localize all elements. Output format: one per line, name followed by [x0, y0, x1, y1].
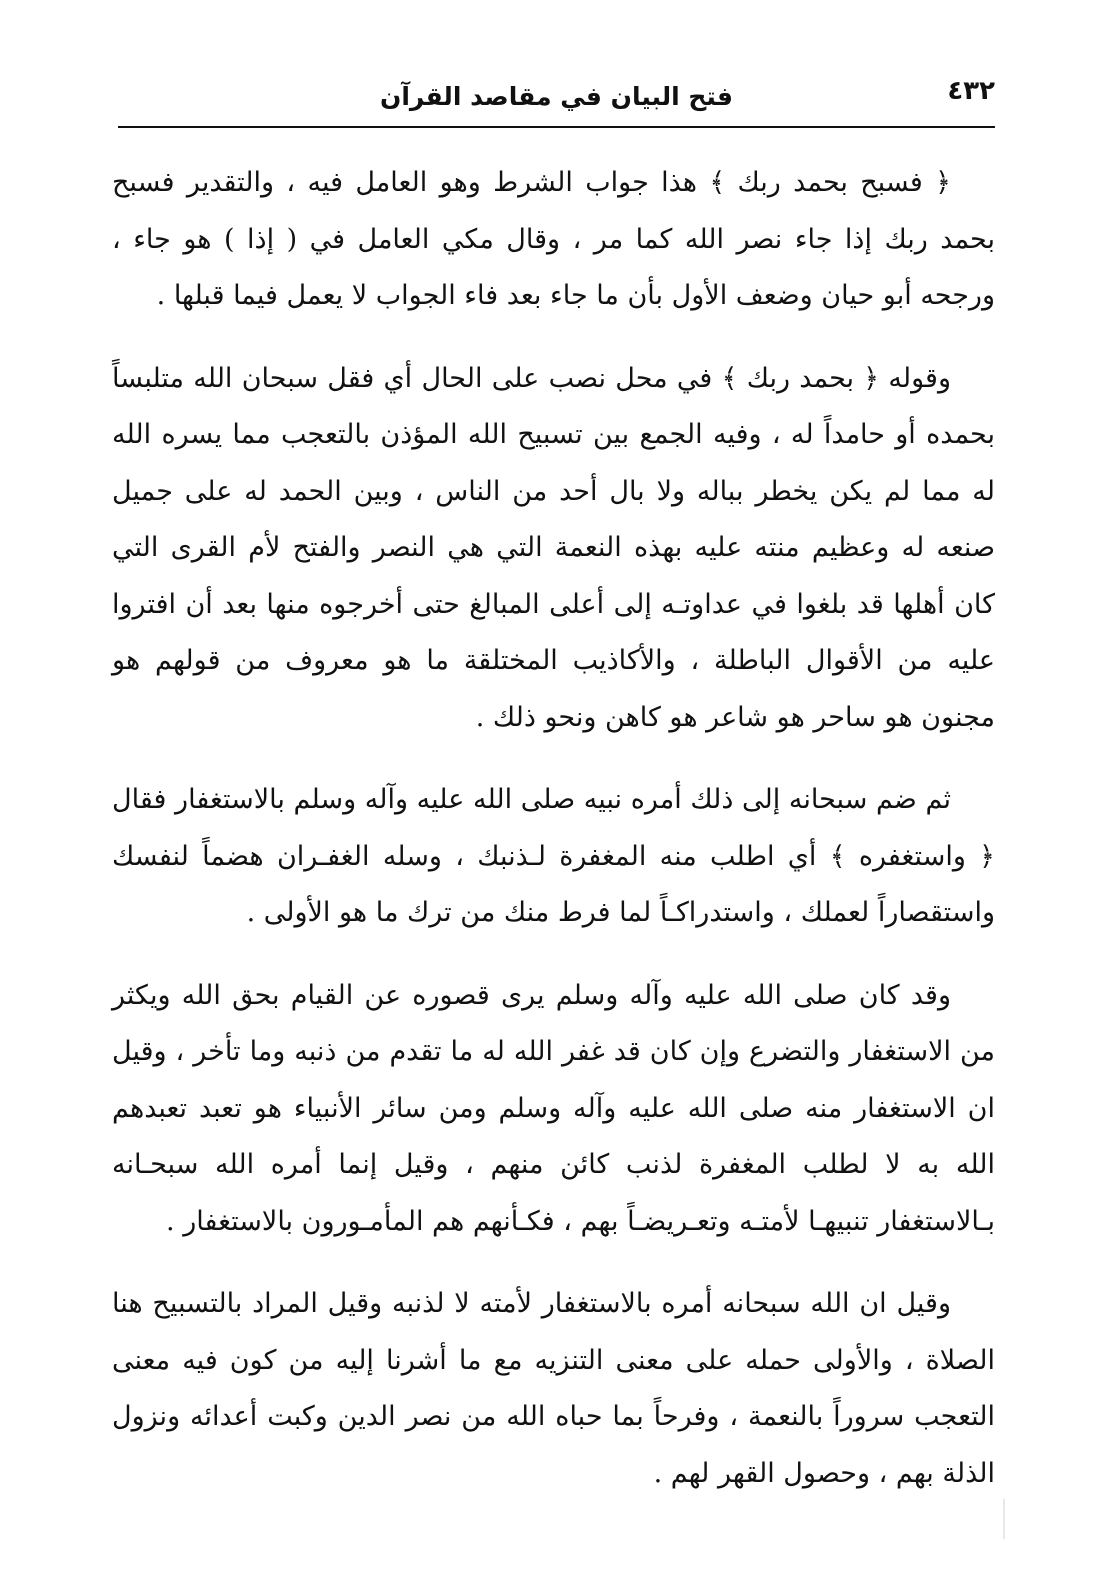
paragraph-4: وقد كان صلى الله عليه وآله وسلم يرى قصوره عن القيام بحق الله ويكثر من الاستغفار والتضرع وإن كان قد غفر الله له ما تقدم من ذنبه وما تأخر ، وقيل ان الاستغفار منه صلى الله عليه وآله وسلم ومن سائر الأنبياء هو تعبد تعبدهم الله به لا لطلب المغفرة لذنب كائن منهم ، وقيل إنما أمره الله سبحـانه بـالاستغفار تنبيهـا لأمتـه وتعـريضـاً بهم ، فكـأنهم هم المأمـورون بالاستغفار . — [112, 979, 995, 1237]
page-header — [118, 70, 995, 128]
paragraph-3: ثم ضم سبحانه إلى ذلك أمره نبيه صلى الله عليه وآله وسلم بالاستغفار فقال ﴿ واستغفره ﴾ أي اطلب منه المغفرة لـذنبك ، وسله الغفـران هضماً لنفسك واستقصاراً لعملك ، واستدراكـاً لما فرط منك من ترك ما هو الأولى . — [112, 784, 995, 928]
paragraph-5: وقيل ان الله سبحانه أمره بالاستغفار لأمته لا لذنبه وقيل المراد بالتسبيح هنا الصلاة ، والأولى حمله على معنى التنزيه مع ما أشرنا إليه من كون فيه معنى التعجب سروراً بالنعمة ، وفرحاً بما حباه الله من نصر الدين وكبت أعدائه ونزول الذلة بهم ، وحصول القهر لهم . — [112, 1288, 995, 1489]
paragraph-2: وقوله ﴿ بحمد ربك ﴾ في محل نصب على الحال أي فقل سبحان الله متلبساً بحمده أو حامداً له ، وفيه الجمع بين تسبيح الله المؤذن بالتعجب مما يسره الله له مما لم يكن يخطر بباله ولا بال أحد من الناس ، وبين الحمد له على جميل صنعه له وعظيم منته عليه بهذه النعمة التي هي النصر والفتح لأم القرى التي كان أهلها قد بلغوا في عداوتـه إلى أعلى المبالغ حتى أخرجوه منها بعد أن افتروا عليه من الأقوال الباطلة ، والأكاذيب المختلقة ما هو معروف من قولهم هو مجنون هو ساحر هو شاعر هو كاهن ونحو ذلك . — [112, 362, 995, 733]
running-title: فتح البيان في مقاصد القرآن — [379, 82, 734, 111]
body-text — [112, 155, 995, 1528]
scan-edge-mark — [1003, 1499, 1005, 1539]
page-number: ٤٣٢ — [947, 76, 995, 106]
paragraph-1: ﴿ فسبح بحمد ربك ﴾ هذا جواب الشرط وهو العامل فيه ، والتقدير فسبح بحمد ربك إذا جاء نصر الله كما مر ، وقال مكي العامل في ( إذا ) هو جاء ، ورجحه أبو حيان وضعف الأول بأن ما جاء بعد فاء الجواب لا يعمل فيما قبلها . — [112, 167, 995, 311]
